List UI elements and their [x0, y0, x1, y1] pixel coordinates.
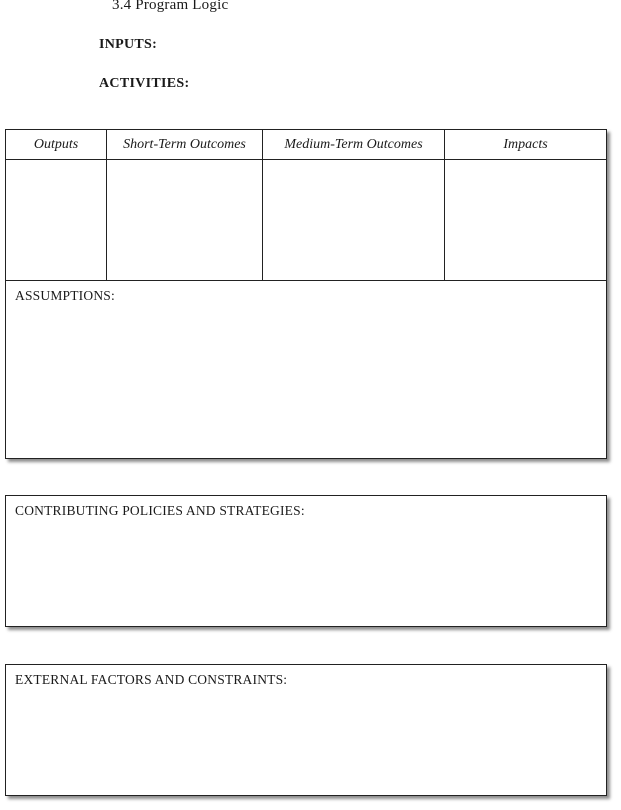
inputs-label: INPUTS:	[99, 37, 158, 52]
section-heading: 3.4 Program Logic	[112, 0, 229, 13]
assumptions-label: ASSUMPTIONS:	[15, 288, 115, 303]
contributing-policies-title: CONTRIBUTING POLICIES AND STRATEGIES:	[15, 503, 305, 518]
contributing-policies-box[interactable]	[5, 495, 607, 627]
impacts-column	[445, 130, 606, 280]
program-logic-table	[5, 129, 607, 459]
short-term-outcomes-cell[interactable]	[107, 160, 262, 280]
outputs-header: Outputs	[6, 130, 106, 160]
logic-grid	[6, 130, 606, 281]
external-factors-box[interactable]	[5, 664, 607, 796]
impacts-header: Impacts	[445, 130, 606, 160]
activities-label: ACTIVITIES:	[99, 76, 190, 91]
outputs-cell[interactable]	[6, 160, 106, 280]
medium-term-outcomes-header: Medium-Term Outcomes	[263, 130, 444, 160]
medium-term-outcomes-column	[263, 130, 445, 280]
short-term-outcomes-column	[107, 130, 263, 280]
external-factors-title: EXTERNAL FACTORS AND CONSTRAINTS:	[15, 672, 288, 687]
impacts-cell[interactable]	[445, 160, 606, 280]
short-term-outcomes-header: Short-Term Outcomes	[107, 130, 262, 160]
outputs-column	[6, 130, 107, 280]
medium-term-outcomes-cell[interactable]	[263, 160, 444, 280]
